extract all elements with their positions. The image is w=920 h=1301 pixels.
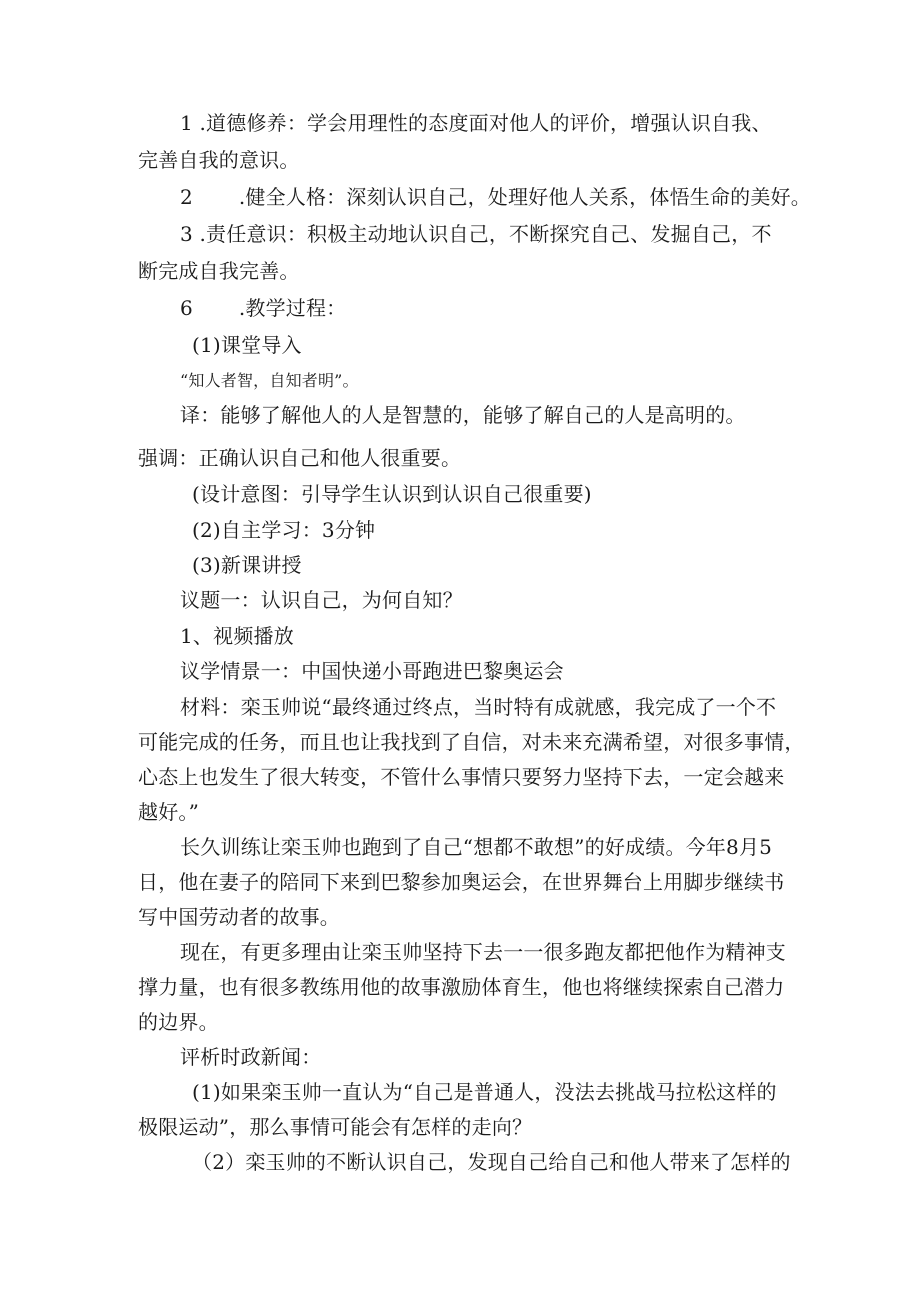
teaching-process-heading: 6 .教学过程：: [180, 296, 347, 320]
objective-moral-line-2: 完善自我的意识。: [138, 148, 300, 172]
topic-one-heading: 议题一：认识自己，为何自知？: [180, 588, 463, 612]
new-lesson-heading: (3)新课讲授: [192, 553, 302, 577]
material-line-4: 越好。”: [138, 800, 200, 824]
material-line-1: 材料：栾玉帅说“最终通过终点，当时特有成就感，我完成了一个不: [180, 695, 777, 719]
design-intent-line: (设计意图：引导学生认识到认识自己很重要): [192, 482, 592, 506]
material-line-3: 心态上也发生了很大转变，不管什么事情只要努力坚持下去，一定会越来: [138, 765, 785, 789]
translation-line: 译：能够了解他人的人是智慧的，能够了解自己的人是高明的。: [180, 403, 746, 427]
training-line-3: 写中国劳动者的故事。: [138, 905, 340, 929]
now-line-3: 的边界。: [138, 1010, 219, 1034]
self-study-line: (2)自主学习：3分钟: [192, 518, 376, 542]
news-analysis-heading: 评析时政新闻：: [180, 1045, 322, 1069]
objective-responsibility-line-1: 3 .责任意识：积极主动地认识自己，不断探究自己、发掘自己，不: [180, 222, 772, 246]
video-play-line: 1、视频播放: [180, 624, 294, 648]
material-line-2: 可能完成的任务，而且也让我找到了自信，对未来充满希望，对很多事情，: [138, 730, 805, 754]
objective-personality-line: 2 .健全人格：深刻认识自己，处理好他人关系，体悟生命的美好。: [180, 185, 811, 209]
now-line-2: 撑力量，也有很多教练用他的故事激励体育生，他也将继续探索自己潜力: [138, 975, 785, 999]
quote-line: “知人者智，自知者明”。: [180, 371, 359, 390]
scenario-one-heading: 议学情景一：中国快递小哥跑进巴黎奥运会: [180, 659, 564, 683]
training-line-2: 日，他在妻子的陪同下来到巴黎参加奥运会，在世界舞台上用脚步继续书: [138, 870, 785, 894]
question-two-line-1: （2）栾玉帅的不断认识自己，发现自己给自己和他人带来了怎样的: [192, 1150, 791, 1174]
emphasis-line: 强调：正确认识自己和他人很重要。: [138, 446, 462, 470]
objective-moral-line-1: 1 .道德修养：学会用理性的态度面对他人的评价，增强认识自我、: [180, 111, 772, 135]
question-one-line-1: (1)如果栾玉帅一直认为“自己是普通人，没法去挑战马拉松这样的: [192, 1080, 777, 1104]
now-line-1: 现在，有更多理由让栾玉帅坚持下去一一很多跑友都把他作为精神支: [180, 940, 786, 964]
question-one-line-2: 极限运动”，那么事情可能会有怎样的走向？: [138, 1115, 533, 1139]
training-line-1: 长久训练让栾玉帅也跑到了自己“想都不敢想”的好成绩。今年8月5: [180, 835, 773, 859]
class-intro-heading: (1)课堂导入: [192, 333, 302, 357]
objective-responsibility-line-2: 断完成自我完善。: [138, 259, 300, 283]
